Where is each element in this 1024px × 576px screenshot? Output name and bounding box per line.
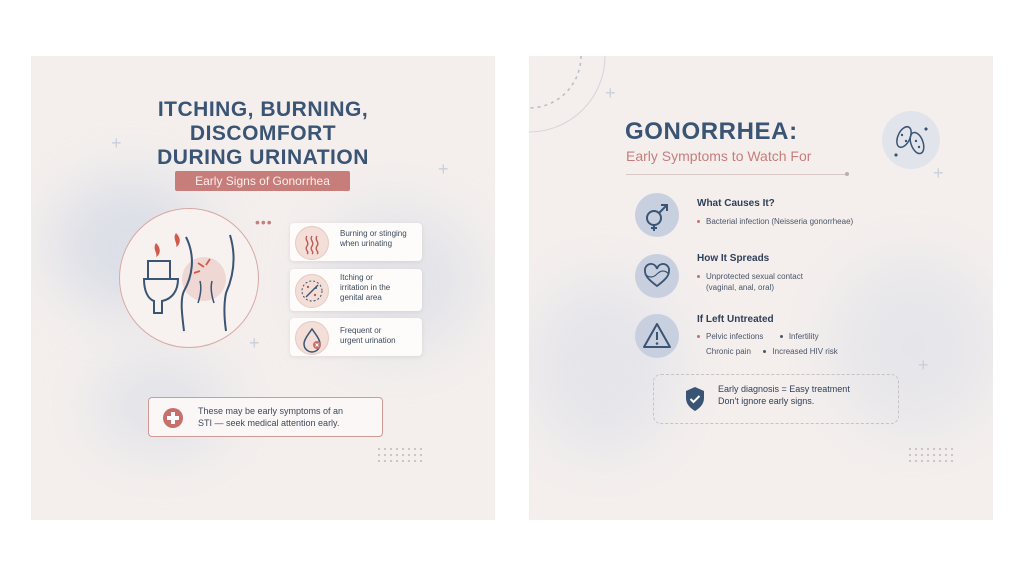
dots-decoration-icon: ••• <box>255 214 273 230</box>
medical-cross-icon <box>163 408 183 428</box>
symptom-line: irritation in the <box>340 283 391 292</box>
shield-check-icon <box>684 386 706 412</box>
section-line: (vaginal, anal, oral) <box>706 283 775 292</box>
irritation-icon <box>295 274 329 308</box>
section-heading: What Causes It? <box>697 198 775 209</box>
section-line: Unprotected sexual contact <box>706 272 803 281</box>
symptom-text <box>340 273 418 303</box>
plus-decoration-icon: + <box>933 163 944 183</box>
symptom-text <box>340 326 418 346</box>
section-item: Infertility <box>788 332 819 341</box>
title-line: ITCHING, BURNING, <box>157 98 369 121</box>
callout-line-1: Early diagnosis = Easy treatment <box>718 384 850 394</box>
symptom-line: Frequent or <box>340 326 382 335</box>
warning-line: STI — seek medical attention early. <box>198 418 340 428</box>
plus-decoration-icon: + <box>605 83 616 103</box>
heart-icon <box>635 254 679 298</box>
section-item: Chronic pain <box>706 347 751 356</box>
dot-grid-decoration <box>376 446 424 462</box>
page-title <box>31 98 495 170</box>
section-heading: If Left Untreated <box>697 314 774 325</box>
plus-decoration-icon: + <box>249 333 260 353</box>
dot-grid-decoration <box>907 446 955 462</box>
title-line: DISCOMFORT <box>189 122 337 145</box>
symptom-line: Burning or stinging <box>340 229 407 238</box>
symptom-card <box>290 318 422 356</box>
warning-text <box>198 405 376 429</box>
subtitle-banner: Early Signs of Gonorrhea <box>175 171 350 191</box>
medical-warning-box <box>148 397 383 437</box>
symptom-text <box>340 229 418 249</box>
right-infographic-panel <box>529 56 993 520</box>
symptom-line: when urinating <box>340 239 393 248</box>
section-heading: How It Spreads <box>697 253 770 264</box>
early-diagnosis-callout <box>653 374 899 424</box>
divider <box>626 174 848 175</box>
plus-decoration-icon: + <box>111 133 122 153</box>
bacteria-icon <box>882 111 940 169</box>
symptom-card <box>290 223 422 261</box>
section-item: Pelvic infections <box>706 332 764 341</box>
plus-decoration-icon: + <box>438 159 449 179</box>
section-body <box>697 271 803 293</box>
symptom-card <box>290 269 422 311</box>
droplet-icon <box>295 321 329 355</box>
symptom-line: urgent urination <box>340 336 396 345</box>
urination-discomfort-illustration <box>119 208 259 348</box>
page-title: GONORRHEA: <box>625 118 798 145</box>
section-line: Bacterial infection (Neisseria gonorrheae) <box>706 217 854 226</box>
symptom-line: genital area <box>340 293 382 302</box>
section-item: Increased HIV risk <box>772 347 838 356</box>
title-line: DURING URINATION <box>157 146 369 169</box>
section-body <box>697 216 853 227</box>
heat-waves-icon <box>295 226 329 260</box>
gender-symbol-icon <box>635 193 679 237</box>
symptom-line: Itching or <box>340 273 373 282</box>
warning-triangle-icon <box>635 314 679 358</box>
page-subtitle: Early Symptoms to Watch For <box>626 148 812 164</box>
warning-line: These may be early symptoms of an <box>198 406 344 416</box>
left-infographic-panel <box>31 56 495 520</box>
callout-line-2: Don't ignore early signs. <box>718 396 815 406</box>
plus-decoration-icon: + <box>918 355 929 375</box>
divider-dot <box>845 172 849 176</box>
section-body <box>697 331 887 357</box>
